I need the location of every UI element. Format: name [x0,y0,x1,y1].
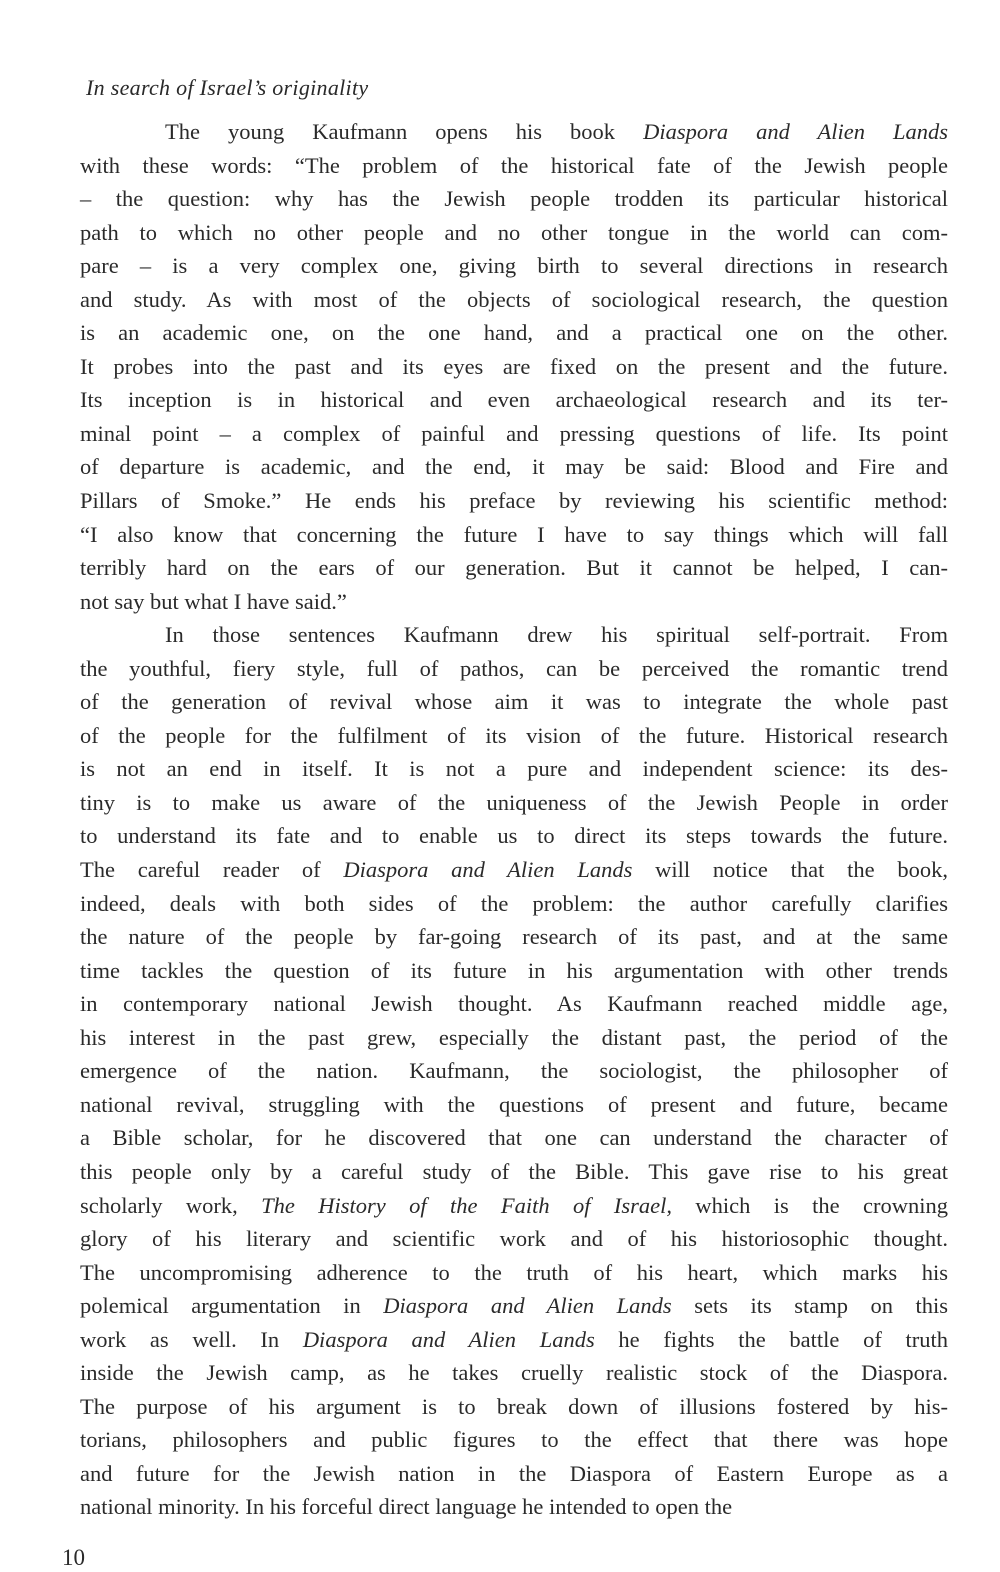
text-segment: tiny is to make us aware of the uniqueness of the Jewish People in order [80,789,948,815]
text-segment: The young Kaufmann opens his book [165,119,644,144]
text-line [80,887,948,921]
text-segment: of departure is academic, and the end, it may be said: Blood and Fire and [80,454,948,480]
text-line [80,350,948,384]
text-line [80,484,948,518]
text-segment: pare – is a very complex one, giving birth to several directions in research [80,253,948,279]
text-segment: path to which no other people and no other tongue in the world can com- [80,219,948,245]
text-segment: will notice that the book, [632,857,948,883]
text-line [80,853,948,887]
text-segment: his interest in the past grew, especially the distant past, the period of the [80,1024,948,1050]
text-segment: a Bible scholar, for he discovered that one can understand the character of [80,1125,948,1151]
text-line [80,1054,948,1088]
text-line [80,283,948,317]
text-line [80,1390,948,1424]
text-segment: “I also know that concerning the future I have to say things which will fall [80,521,948,547]
paragraph [80,115,948,618]
text-line [80,819,948,853]
text-segment: he fights the battle of truth [594,1326,948,1352]
text-line [80,920,948,954]
italic-title-text: Diaspora and Alien Lands [643,119,948,144]
text-line [80,786,948,820]
paragraph [80,618,948,1524]
text-line [80,752,948,786]
text-line [80,685,948,719]
text-segment: sets its stamp on this [671,1293,948,1319]
italic-title-text: Diaspora and Alien Lands [302,1326,595,1352]
text-line [80,652,948,686]
text-segment: glory of his literary and scientific work and of his historiosophic thought. [80,1226,948,1252]
text-segment: – the question: why has the Jewish people trodden its particular historical [80,186,948,212]
text-line [80,1189,948,1223]
text-segment: the nature of the people by far-going research of its past, and at the same [80,924,948,950]
text-segment: this people only by a careful study of the Bible. This gave rise to his great [80,1158,948,1184]
text-segment: inside the Jewish camp, as he takes cruelly realistic stock of the Diaspora. [80,1360,948,1386]
text-segment: polemical argumentation in [80,1293,384,1319]
italic-title-text: Diaspora and Alien Lands [383,1293,672,1319]
text-line [80,1121,948,1155]
text-line [80,383,948,417]
text-segment: with these words: “The problem of the historical fate of the Jewish people [80,152,948,178]
italic-title-text: Diaspora and Alien Lands [343,857,633,883]
text-line [80,954,948,988]
text-line [80,1356,948,1390]
text-line [80,1289,948,1323]
text-segment: is an academic one, on the one hand, and a practical one on the other. [80,320,948,346]
text-line [80,1088,948,1122]
text-line [80,316,948,350]
text-segment: indeed, deals with both sides of the problem: the author carefully clarifies [80,890,948,916]
page-number: 10 [62,1545,85,1570]
text-line [80,115,948,149]
running-head: In search of Israel’s originality [86,75,369,100]
text-segment: In those sentences Kaufmann drew his spiritual self-portrait. From [165,622,948,648]
text-segment: and future for the Jewish nation in the Diaspora of Eastern Europe as a [80,1460,948,1486]
text-segment: is not an end in itself. It is not a pure and independent science: its des- [80,756,948,782]
text-segment: and study. As with most of the objects of sociological research, the question [80,286,948,312]
text-line [80,1490,948,1524]
text-segment: to understand its fate and to enable us to direct its steps towards the future. [80,823,948,849]
text-segment: in contemporary national Jewish thought. As Kaufmann reached middle age, [80,991,948,1017]
text-segment: national minority. In his forceful direct language he intended to open the [80,1494,733,1520]
text-line [80,450,948,484]
text-line [80,1222,948,1256]
text-segment: work as well. In [80,1326,303,1352]
text-line [80,216,948,250]
text-segment: Its inception is in historical and even archaeological research and its ter- [80,387,948,413]
text-line [80,1457,948,1491]
text-line [80,249,948,283]
text-segment: The purpose of his argument is to break down of illusions fostered by his- [80,1393,948,1419]
body-text [80,115,948,1524]
text-segment: It probes into the past and its eyes are fixed on the present and the future. [80,353,948,379]
text-segment: which is the crowning [672,1192,949,1218]
text-line [80,719,948,753]
text-line [80,518,948,552]
text-segment: not say but what I have said.” [80,588,347,614]
text-line [80,551,948,585]
text-segment: terribly hard on the ears of our generation. But it cannot be helped, I can- [80,555,948,581]
text-segment: of the people for the fulfilment of its vision of the future. Historical research [80,722,948,748]
text-line [80,182,948,216]
text-segment: Pillars of Smoke.” He ends his preface by reviewing his scientific method: [80,488,948,514]
text-line [80,585,948,619]
italic-title-text: The History of the Faith of Israel, [261,1192,673,1218]
text-segment: the youthful, fiery style, full of pathos, can be perceived the romantic trend [80,655,948,681]
text-segment: The uncompromising adherence to the truth of his heart, which marks his [80,1259,948,1285]
text-line [80,149,948,183]
text-line [80,1256,948,1290]
text-line [80,1021,948,1055]
text-line [80,417,948,451]
text-segment: torians, philosophers and public figures to the effect that there was hope [80,1427,948,1453]
text-segment: time tackles the question of its future in his argumentation with other trends [80,957,948,983]
text-segment: The careful reader of [80,857,344,883]
text-line [80,1155,948,1189]
text-line [80,987,948,1021]
text-segment: national revival, struggling with the questions of present and future, became [80,1091,948,1117]
text-line [80,1323,948,1357]
text-segment: of the generation of revival whose aim it was to integrate the whole past [80,689,948,715]
text-segment: scholarly work, [80,1192,262,1218]
text-segment: minal point – a complex of painful and pressing questions of life. Its point [80,420,948,446]
text-line [80,1423,948,1457]
text-line [80,618,948,652]
text-segment: emergence of the nation. Kaufmann, the sociologist, the philosopher of [80,1058,948,1084]
